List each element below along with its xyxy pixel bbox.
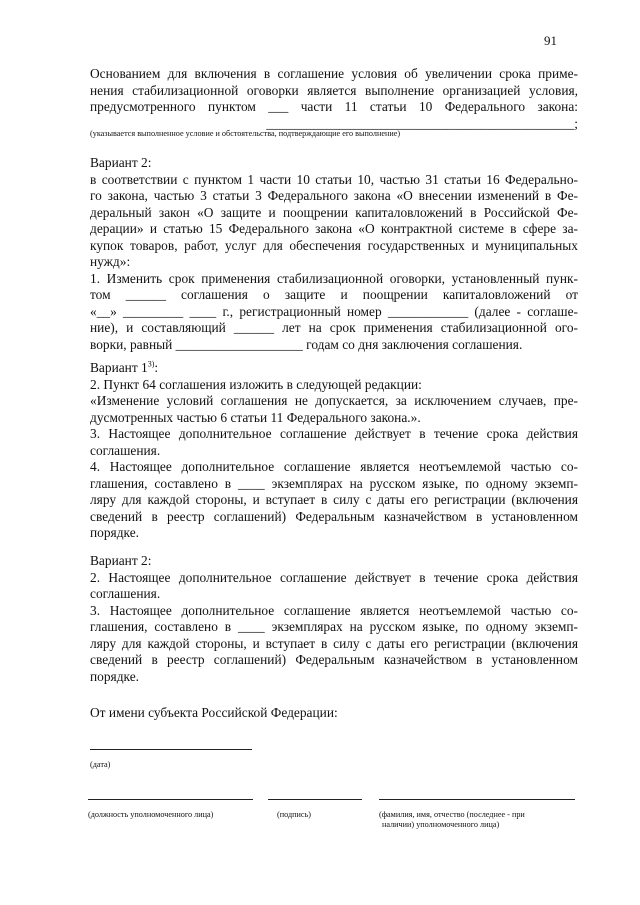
on-behalf-line: От имени субъекта Российской Федерации: — [90, 705, 338, 720]
text-line: го закона, частью 3 статьи 3 Федерального закона «О внесении изменений в Фе- — [90, 188, 578, 203]
text-line: в соответствии с пунктом 1 части 10 статьи 10, частью 31 статьи 16 Федерально- — [90, 171, 578, 187]
heading-colon: : — [154, 360, 159, 375]
text-line: 2. Настоящее дополнительное соглашение действует в течение срока действия — [90, 569, 578, 585]
text-line: сведений в реестр соглашений) Федеральным казначейством в установленном — [90, 652, 578, 667]
footnote-ref: 3) — [147, 359, 155, 369]
section-heading: Вариант 2: — [90, 155, 152, 170]
intro-line: предусмотренного пунктом ___ части 11 статьи 10 Федерального закона: — [90, 99, 578, 114]
text-line: соглашения. — [90, 586, 161, 601]
position-line — [88, 799, 253, 800]
section-heading — [90, 360, 578, 377]
text-line: глашения, составлено в ____ экземплярах на русском языке, по одному экземп- — [90, 619, 578, 634]
text-line: ляру для каждой стороны, и вступает в силу с даты его регистрации (включения — [90, 492, 578, 507]
text-line: том ______ соглашения о защите и поощрении капиталовложений от — [90, 287, 578, 302]
name-caption-line: (фамилия, имя, отчество (последнее - при — [379, 810, 525, 819]
text-line: соглашения. — [90, 442, 161, 458]
intro-line: ______________________________________________; — [266, 115, 578, 131]
text-line: дерации» и статью 15 Федерального закона «О контрактной системе в сфере за- — [90, 221, 578, 236]
signature-caption: (подпись) — [277, 810, 311, 819]
name-line — [379, 799, 575, 800]
section-heading: Вариант 2: — [90, 553, 152, 568]
text-line: 4. Настоящее дополнительное соглашение является неотъемлемой частью со- — [90, 459, 578, 474]
text-line: 2. Пункт 64 соглашения изложить в следующей редакции: — [90, 376, 422, 392]
variant1-section — [90, 360, 578, 542]
text-line: 3. Настоящее дополнительное соглашение действует в течение срока действия — [90, 426, 578, 441]
text-line: дусмотренных частью 6 статьи 11 Федерального закона.». — [90, 409, 421, 425]
intro-line: Основанием для включения в соглашение условия об увеличении срока приме- — [90, 66, 578, 81]
date-caption: (дата) — [90, 760, 111, 769]
text-line: «__» _________ ____ г., регистрационный номер ____________ (далее - соглаше- — [90, 303, 578, 319]
intro-caption: (указывается выполненное условие и обстоятельства, подтверждающие его выполнение) — [90, 129, 401, 138]
date-line — [90, 749, 252, 750]
text-line: ворки, равный ___________________ годам со дня заключения соглашения. — [90, 336, 523, 352]
text-line: деральный закон «О защите и поощрении капиталовложений в Российской Фе- — [90, 204, 578, 220]
heading-text: Вариант 1 — [90, 360, 148, 375]
signature-line — [268, 799, 362, 800]
text-line: купок товаров, работ, услуг для обеспечения государственных и муниципальных — [90, 237, 578, 253]
text-line: 3. Настоящее дополнительное соглашение является неотъемлемой частью со- — [90, 602, 578, 618]
text-line: порядке. — [90, 525, 139, 540]
text-line: 1. Изменить срок применения стабилизационной оговорки, установленный пунк- — [90, 270, 578, 286]
text-line: ние), и составляющий ______ лет на срок применения стабилизационной ого- — [90, 320, 578, 335]
text-line: «Изменение условий соглашения не допускается, за исключением случаев, пре- — [90, 393, 578, 408]
intro-paragraph — [90, 66, 578, 132]
text-line: порядке. — [90, 668, 139, 684]
page-number: 91 — [544, 33, 557, 48]
text-line: глашения, составлено в ____ экземплярах на русском языке, по одному экземп- — [90, 475, 578, 491]
text-line: ляру для каждой стороны, и вступает в силу с даты его регистрации (включения — [90, 635, 578, 651]
variant2-second-section — [90, 553, 578, 685]
text-line: нужд»: — [90, 254, 131, 269]
text-line: сведений в реестр соглашений) Федеральным казначейством в установленном — [90, 508, 578, 524]
intro-line: нения стабилизационной оговорки является выполнение организацией условия, — [90, 82, 578, 98]
position-caption: (должность уполномоченного лица) — [88, 810, 214, 819]
name-caption — [379, 810, 525, 830]
variant2-first-section — [90, 155, 578, 353]
name-caption-line: наличии) уполномоченного лица) — [382, 820, 500, 829]
